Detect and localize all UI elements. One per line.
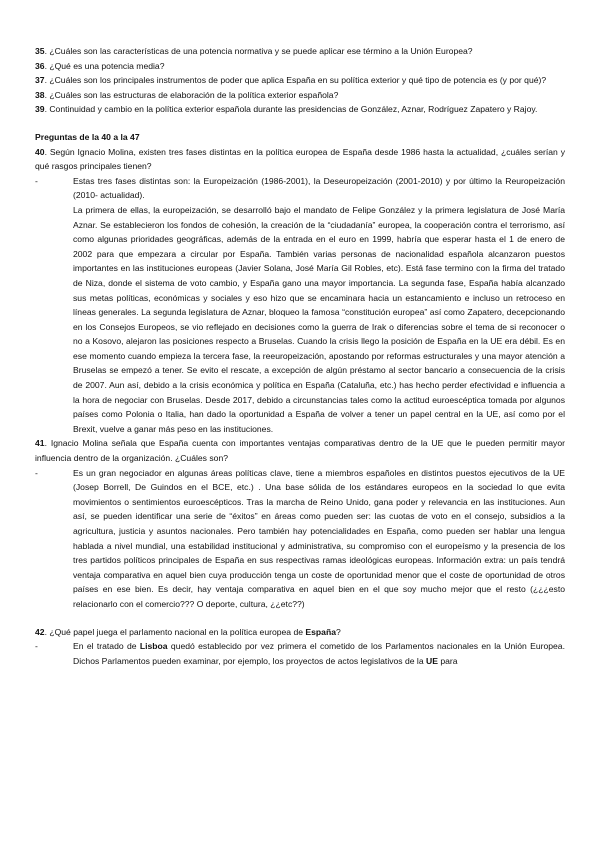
question-text-bold: España xyxy=(305,626,336,637)
question-37 xyxy=(35,73,565,88)
question-number: 39 xyxy=(35,104,45,115)
question-number: 42 xyxy=(35,626,45,637)
question-41 xyxy=(35,436,565,465)
question-36 xyxy=(35,59,565,74)
question-40 xyxy=(35,145,565,174)
question-38 xyxy=(35,88,565,103)
answer-body xyxy=(73,174,565,437)
answer-text: quedó establecido por vez primera el cometido de los Parlamentos nacionales en la Unión Europea. Dichos Parlamentos pueden examinar, por ejemplo, los proyectos de actos legislativos de la xyxy=(73,641,565,666)
question-number: 40 xyxy=(35,146,45,157)
question-number: 37 xyxy=(35,75,45,86)
answer-paragraph: La primera de ellas, la europeización, se desarrolló bajo el mandato de Felipe González y la primera legislatura de José María Aznar. Se establecieron los fondos de cohesión, la creación de la “ciudadanía” europea, la cooperación contra el terrorismo, así como algunas prioridades geográficas, además de la entrada en el euro en 1999, habría que esperar hasta el 1 de enero de 2002 para que empezara a circular por España. También varias personas de nacionalidad española alcanzaron puestos importantes en las instituciones europeas (Javier Solana, José María Gil Robles, etc). Está fase termino con la firma del tratado de Niza, donde el sistema de voto cambio, y España gano una mayor importancia. La segunda fase, España había alcanzado sus metas políticas, económicas y sociales y eso hizo que se encaminara hacia un estancamiento e incluso un retroceso en líneas generales. La segunda legislatura de Aznar, bloqueo la famosa “constitución europea” así como Zapatero, decepcionando en los Consejos Europeos, se vio reflejado en decisiones como la guerra de Irak o diferencias sobre el tema de si reconocer o no a Kosovo, alejaron las posiciones respecto a Bruselas. Cuando la crisis llego la posición de España en la UE era débil. Es en ese momento cuando empieza la tercera fase, la reeuropeización, apostando por reformas estructurales y una mayor atención a Bruselas se empezó a tener. Se evito el rescate, a excepción de algún préstamo al sector bancario a consecuencia de la crisis de 2007. Aun así, debido a la crisis económica y política en España (Cataluña, etc.) has hecho perder efectividad e influencia a la hora de negociar con Bruselas. Desde 2017, debido a circunstancias tales como la actitud euroescéptica tomada por algunos países como Polonia o Italia, han dado la oportunidad a España de volver a tener un papel central en la UE, así como por el Brexit, vuelve a ganar más peso en las instituciones. xyxy=(73,204,565,434)
question-text: . ¿Qué es una potencia media? xyxy=(44,60,165,71)
list-dash: - xyxy=(35,641,38,652)
answer-text-bold: Lisboa xyxy=(139,641,168,652)
spacer xyxy=(35,612,565,625)
answer-text: En el tratado de xyxy=(73,641,140,652)
answer-intro: Estas tres fases distintas son: la Europeización (1986-2001), la Deseuropeización (2001-2010) y por último la Reuropeización (2010- actualidad). xyxy=(73,175,565,201)
list-dash: - xyxy=(35,175,38,186)
spacer xyxy=(35,117,565,130)
section-heading: Preguntas de la 40 a la 47 xyxy=(35,131,140,142)
question-text: . ¿Cuáles son los principales instrumentos de poder que aplica España en su política exterior y qué tipo de potencia es (y por qué)? xyxy=(44,75,547,86)
answer-paragraph: Es un gran negociador en algunas áreas políticas clave, tiene a miembros españoles en distintos puestos ejecutivos de la UE (Josep Borrell, De Guindos en el BCE, etc.) . Una base sólida de los estándares europeos en la sociedad lo que evita movimientos o sentimientos euroescépticos. Tras la marcha de Reino Unido, gana poder y relevancia en las instituciones. Aun así, se pueden identificar una serie de “éxitos” en áreas como pueden ser: las cuotas de voto en el consejo, subsidios a la agricultura, justicia y asuntos nacionales. Pero también hay potencialidades en España, como pueden ser hablar una lengua hablada a nivel mundial, una estabilidad institucional y administrativa, su compromiso con el europeísmo y la presencia de los tres partidos políticos principales de España en sus respectivas ramas ideológicas europeas. Información extra: un país tendrá ventaja comparativa en aquel bien cuya producción tenga un coste de oportunidad menor que el coste de oportunidad de otros países en ese bien. Es decir, hay ventaja comparativa en aquel bien en el que soy mucho mejor que el resto (¿¿¿esto relacionarlo con el comercio??? O deporte, cultura, ¿¿etc??) xyxy=(73,467,565,609)
question-text: . ¿Cuáles son las características de una potencia normativa y se puede aplicar ese término a la Unión Europea? xyxy=(44,46,473,56)
question-number: 36 xyxy=(35,60,45,71)
question-text: . Según Ignacio Molina, existen tres fases distintas en la política europea de España desde 1986 hasta la actualidad, ¿cuáles serían y qué rasgos principales tienen? xyxy=(35,146,565,172)
question-35 xyxy=(35,44,565,59)
answer-40 xyxy=(35,174,565,437)
question-number: 35 xyxy=(35,46,45,56)
question-42 xyxy=(35,625,565,640)
document-page xyxy=(35,44,565,668)
answer-42 xyxy=(35,639,565,668)
answer-body xyxy=(73,466,565,612)
answer-body xyxy=(73,639,565,668)
question-text: . Continuidad y cambio en la política exterior española durante las presidencias de González, Aznar, Rodríguez Zapatero y Rajoy. xyxy=(44,104,538,115)
question-text: . Ignacio Molina señala que España cuenta con importantes ventajas comparativas dentro de la UE que le pueden permitir mayor influencia dentro de la organización. ¿Cuáles son? xyxy=(35,438,565,464)
answer-paragraph xyxy=(73,639,565,668)
question-39 xyxy=(35,102,565,117)
answer-text: para xyxy=(437,655,458,666)
answer-text-bold: UE xyxy=(426,655,438,666)
question-text: . ¿Cuáles son las estructuras de elaboración de la política exterior española? xyxy=(44,89,339,100)
question-number: 38 xyxy=(35,89,45,100)
list-dash: - xyxy=(35,467,38,478)
question-text-end: ? xyxy=(336,626,341,637)
question-text: . ¿Qué papel juega el parlamento nacional en la política europea de xyxy=(44,626,306,637)
question-number: 41 xyxy=(35,438,45,449)
answer-41 xyxy=(35,466,565,612)
